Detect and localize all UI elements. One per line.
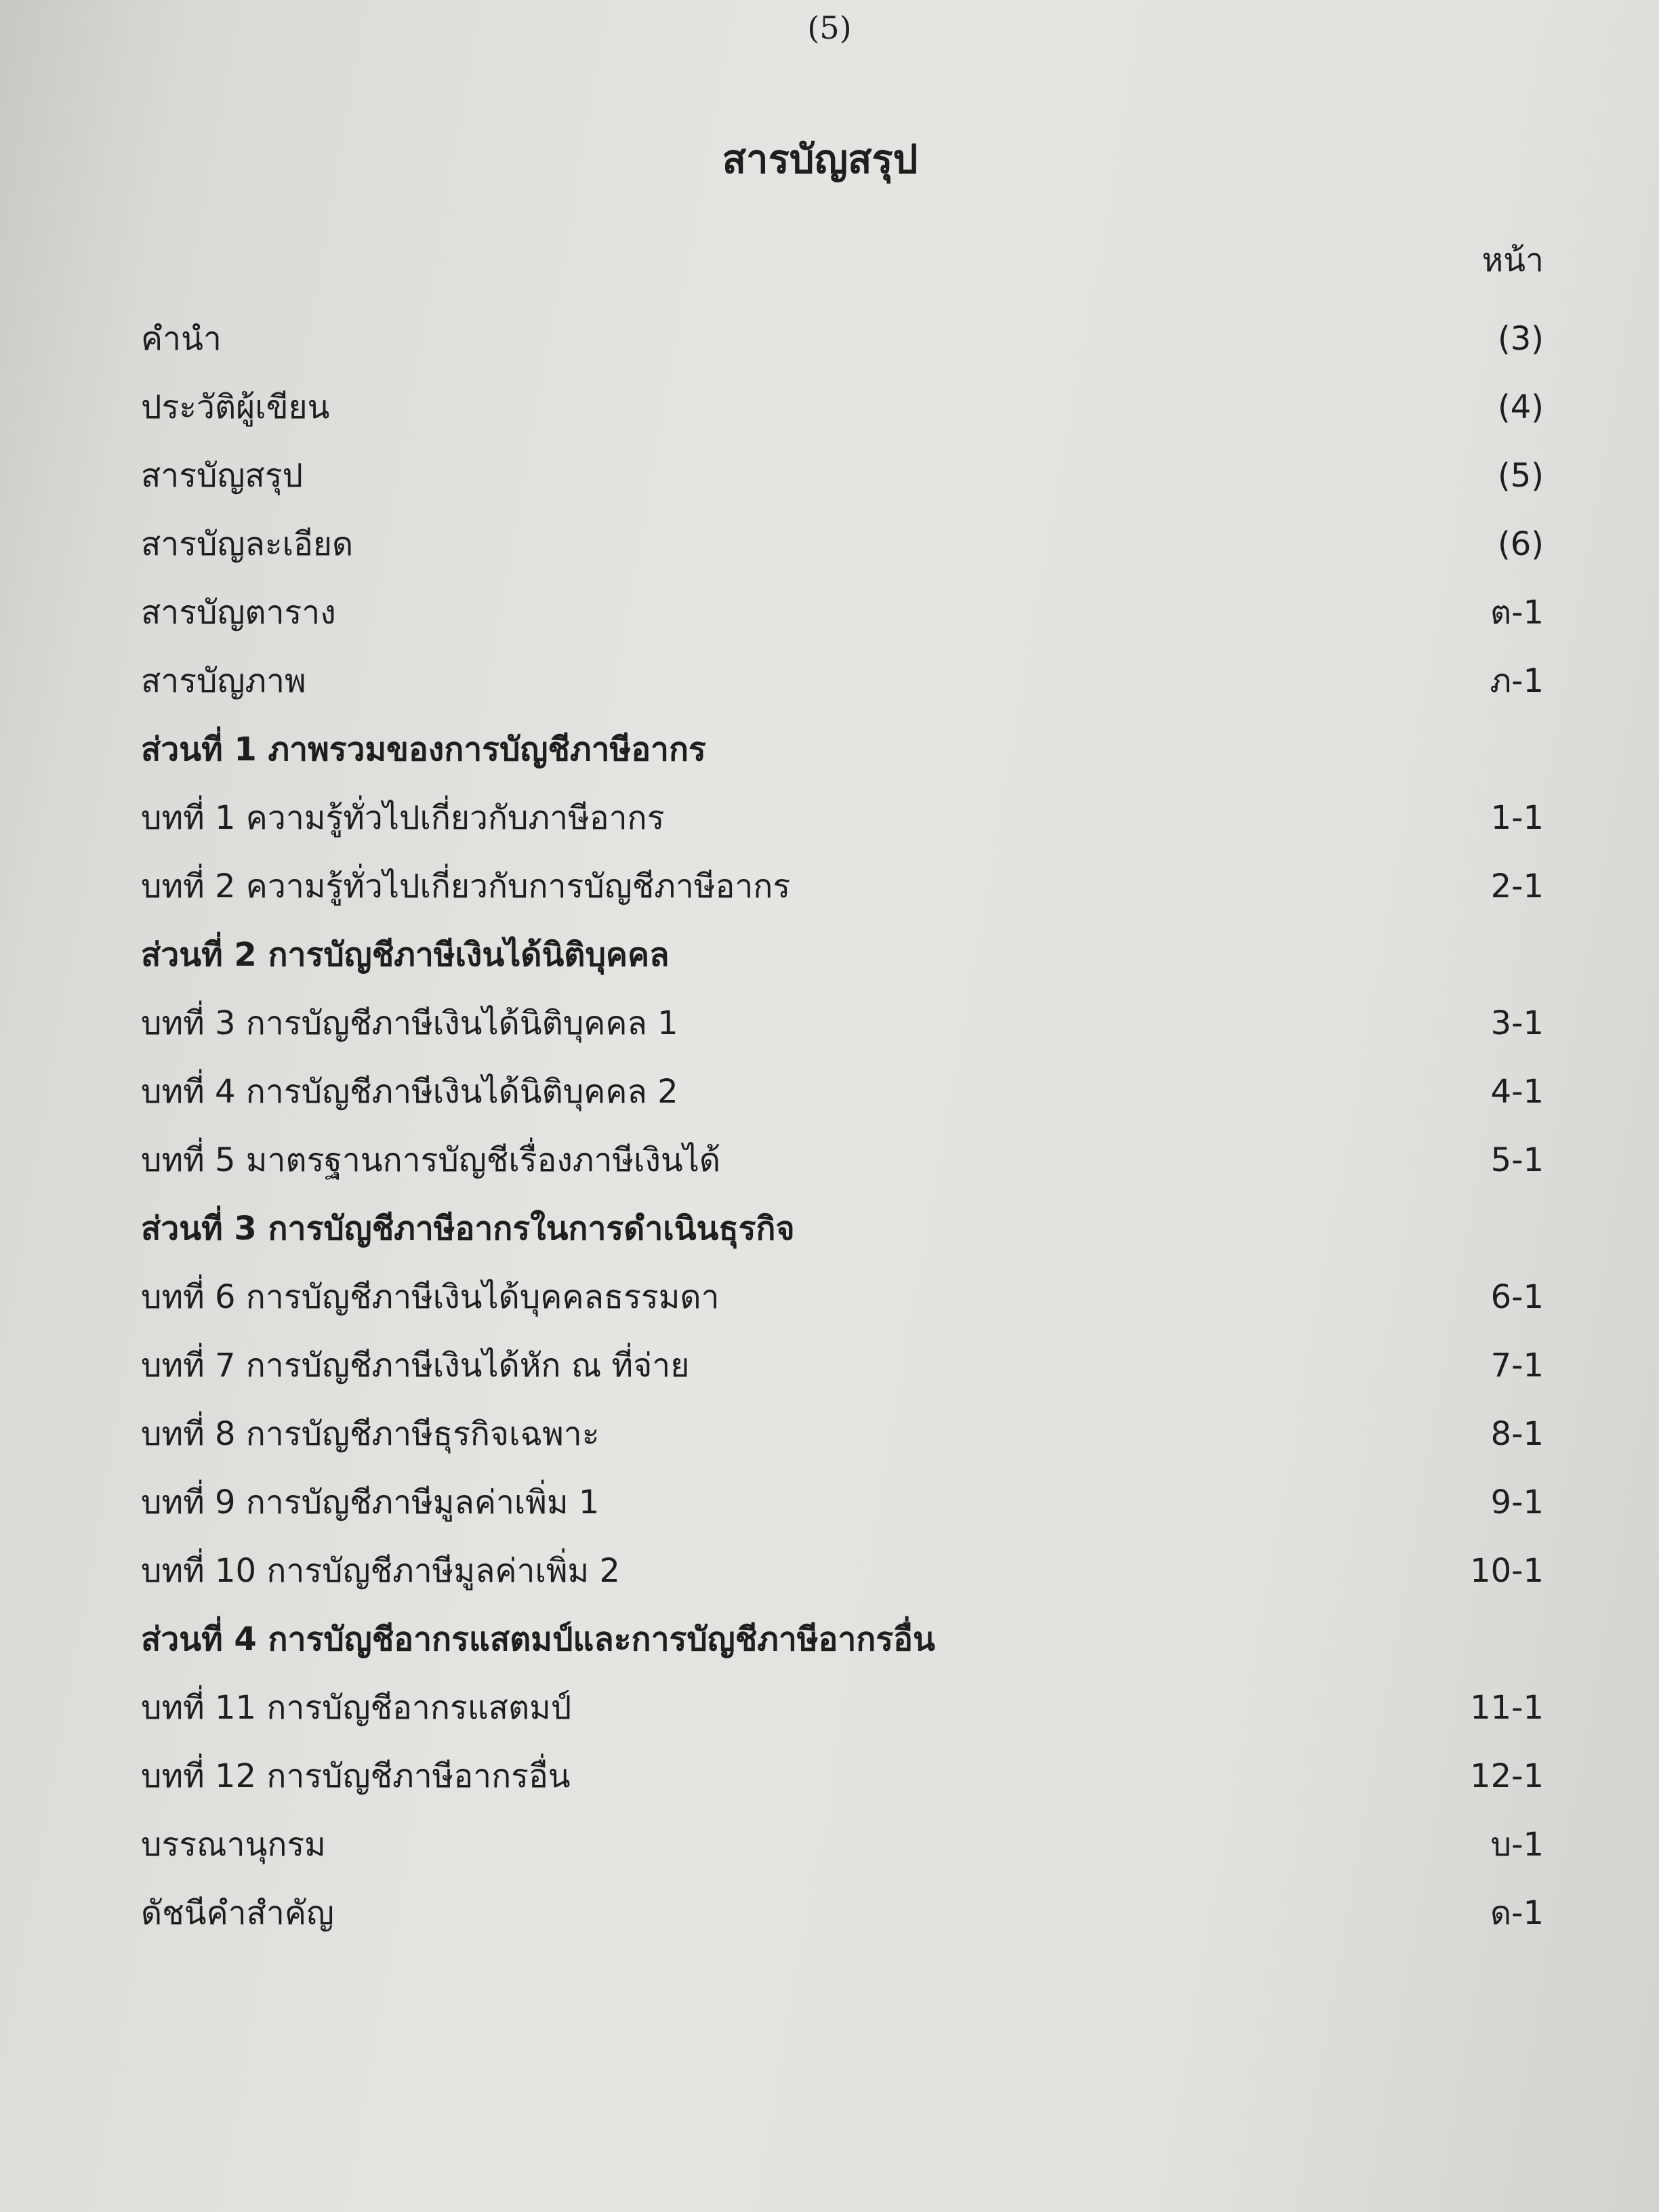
toc-entry-page: บ-1 (1490, 1826, 1544, 1864)
toc-entry (141, 784, 1544, 853)
toc-entry-page: 3-1 (1490, 1004, 1544, 1042)
toc-part-heading (141, 921, 1544, 989)
toc-entry-label: บทที่ 6 การบัญชีภาษีเงินได้บุคคลธรรมดา (141, 1278, 720, 1316)
toc-entry-label: บทที่ 10 การบัญชีภาษีมูลค่าเพิ่ม 2 (141, 1552, 620, 1590)
toc-entry-label: บทที่ 1 ความรู้ทั่วไปเกี่ยวกับภาษีอากร (141, 799, 665, 837)
toc-entry-page: ต-1 (1490, 594, 1544, 632)
toc-entry-page: 10-1 (1470, 1552, 1544, 1590)
toc-entry (141, 1537, 1544, 1605)
toc-entry-label: คำนำ (141, 320, 222, 358)
toc-entry-label: บทที่ 4 การบัญชีภาษีเงินได้นิติบุคคล 2 (141, 1073, 678, 1111)
toc-entry-label: บทที่ 3 การบัญชีภาษีเงินได้นิติบุคคล 1 (141, 1004, 678, 1042)
toc-entry (141, 305, 1544, 373)
toc-entry-label: ส่วนที่ 3 การบัญชีภาษีอากรในการดำเนินธุรกิจ (141, 1210, 795, 1248)
page-title: สารบัญสรุป (722, 136, 918, 182)
toc-entry-label: บทที่ 9 การบัญชีภาษีมูลค่าเพิ่ม 1 (141, 1483, 600, 1521)
toc-entry-label: บทที่ 5 มาตรฐานการบัญชีเรื่องภาษีเงินได้ (141, 1141, 720, 1179)
toc-entry-page: 11-1 (1470, 1689, 1544, 1727)
toc-entry-label: ประวัติผู้เขียน (141, 388, 330, 426)
toc-entry-page: (5) (1498, 457, 1544, 495)
toc-part-heading (141, 1195, 1544, 1263)
toc-entry (141, 647, 1544, 716)
toc-entry-label: ส่วนที่ 1 ภาพรวมของการบัญชีภาษีอากร (141, 731, 706, 769)
toc-entry-page: 5-1 (1490, 1141, 1544, 1179)
toc-entry-label: บทที่ 11 การบัญชีอากรแสตมป์ (141, 1689, 572, 1727)
toc-entry (141, 1263, 1544, 1332)
toc-entry-label: สารบัญภาพ (141, 662, 306, 700)
toc-part-heading (141, 716, 1544, 784)
toc-entry (141, 1742, 1544, 1811)
page-number: (5) (807, 9, 852, 46)
toc-entry-label: บทที่ 12 การบัญชีภาษีอากรอื่น (141, 1757, 571, 1795)
toc-entry (141, 1811, 1544, 1879)
toc-entry-page: 12-1 (1470, 1757, 1544, 1795)
toc-entry (141, 1400, 1544, 1469)
toc-entry (141, 442, 1544, 510)
toc-entry-label: ส่วนที่ 4 การบัญชีอากรแสตมป์และการบัญชีภาษีอากรอื่น (141, 1620, 935, 1658)
toc-entry-page: 7-1 (1490, 1347, 1544, 1385)
toc-entry-page: ภ-1 (1490, 662, 1544, 700)
toc-entry-label: บทที่ 8 การบัญชีภาษีธุรกิจเฉพาะ (141, 1415, 600, 1453)
toc-entry (141, 1332, 1544, 1400)
toc-entry-page: 6-1 (1490, 1278, 1544, 1316)
toc-entry-label: ส่วนที่ 2 การบัญชีภาษีเงินได้นิติบุคคล (141, 936, 670, 974)
toc-entry-page: 2-1 (1490, 867, 1544, 905)
toc-entry (141, 1058, 1544, 1126)
page-column-header: หน้า (1481, 241, 1544, 279)
toc-part-heading (141, 1605, 1544, 1674)
toc-entry-page: (6) (1498, 525, 1544, 563)
toc-entry-page: 8-1 (1490, 1415, 1544, 1453)
table-of-contents (141, 305, 1544, 1948)
toc-entry (141, 1469, 1544, 1537)
toc-entry (141, 373, 1544, 442)
toc-entry (141, 510, 1544, 579)
toc-entry (141, 989, 1544, 1058)
toc-entry-page: 1-1 (1490, 799, 1544, 837)
toc-entry (141, 853, 1544, 921)
toc-entry-label: บรรณานุกรม (141, 1826, 326, 1864)
toc-entry (141, 1879, 1544, 1948)
toc-entry-page: 4-1 (1490, 1073, 1544, 1111)
toc-entry-label: สารบัญสรุป (141, 457, 303, 495)
toc-entry (141, 1126, 1544, 1195)
toc-entry-label: สารบัญละเอียด (141, 525, 354, 563)
toc-entry-label: ดัชนีคำสำคัญ (141, 1894, 334, 1932)
toc-entry (141, 1674, 1544, 1742)
toc-entry-page: (3) (1498, 320, 1544, 358)
toc-entry-page: ด-1 (1490, 1894, 1544, 1932)
toc-entry-label: บทที่ 2 ความรู้ทั่วไปเกี่ยวกับการบัญชีภาษีอากร (141, 867, 791, 905)
toc-entry-label: สารบัญตาราง (141, 594, 336, 632)
toc-entry-page: (4) (1498, 388, 1544, 426)
toc-entry-label: บทที่ 7 การบัญชีภาษีเงินได้หัก ณ ที่จ่าย (141, 1347, 690, 1385)
toc-entry-page: 9-1 (1490, 1483, 1544, 1521)
toc-entry (141, 579, 1544, 647)
